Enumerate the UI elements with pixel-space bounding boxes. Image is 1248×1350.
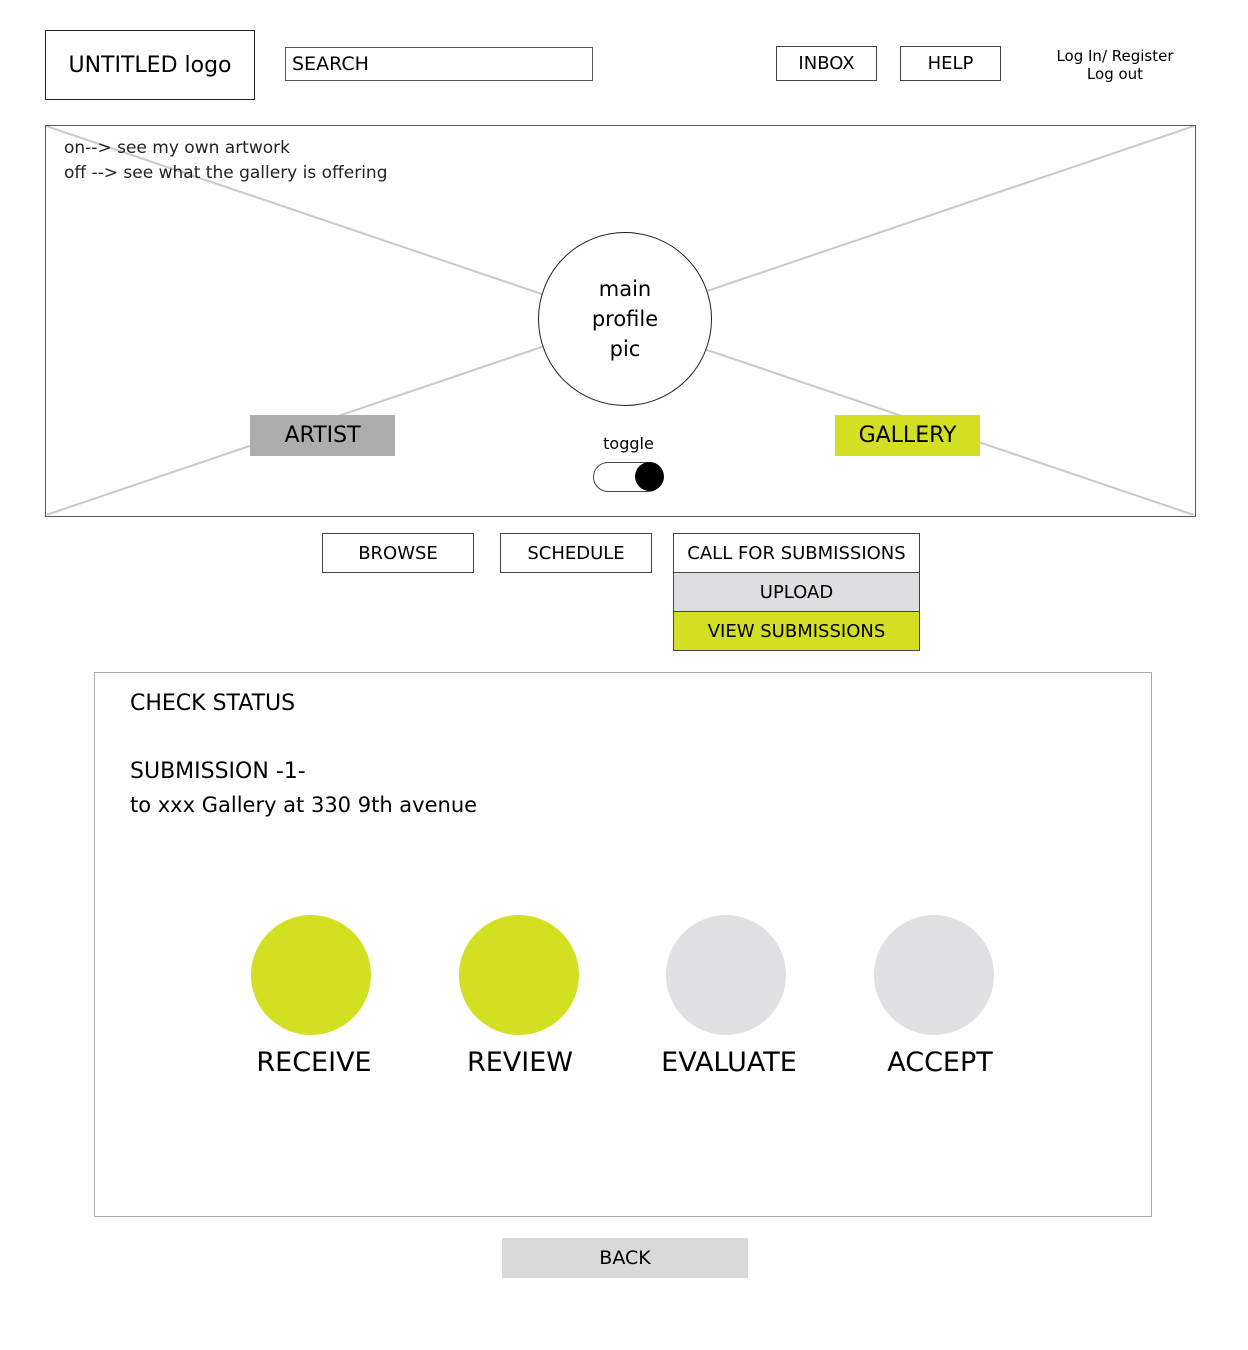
logout-link[interactable]: Log out — [1086, 65, 1144, 83]
check-status-title: CHECK STATUS — [130, 691, 296, 716]
submission-title: SUBMISSION -1- — [130, 759, 306, 784]
step-review-label: REVIEW — [466, 1047, 573, 1078]
profile-pic-label — [592, 274, 658, 364]
gallery-mode-button[interactable]: GALLERY — [835, 415, 980, 456]
login-register-link[interactable]: Log In/ Register — [1056, 47, 1174, 65]
main-profile-pic[interactable] — [538, 232, 712, 406]
search-input[interactable] — [285, 47, 593, 81]
toggle-note-off: off --> see what the gallery is offering — [64, 163, 388, 183]
step-accept-dot — [874, 915, 994, 1035]
toggle-note — [64, 136, 387, 186]
step-review-dot — [459, 915, 579, 1035]
check-status-panel — [94, 672, 1152, 1217]
step-evaluate-dot — [666, 915, 786, 1035]
profile-pic-label-line3: pic — [609, 337, 641, 361]
submission-destination: to xxx Gallery at 330 9th avenue — [130, 793, 478, 817]
artist-gallery-toggle[interactable] — [593, 462, 663, 492]
inbox-button[interactable]: INBOX — [776, 46, 877, 81]
auth-links — [1040, 47, 1190, 83]
logo[interactable]: UNTITLED logo — [45, 30, 255, 100]
step-receive-label: RECEIVE — [256, 1047, 372, 1078]
toggle-label: toggle — [603, 434, 654, 453]
help-button[interactable]: HELP — [900, 46, 1001, 81]
step-receive-dot — [251, 915, 371, 1035]
back-button[interactable]: BACK — [502, 1238, 748, 1278]
browse-button[interactable]: BROWSE — [322, 533, 474, 573]
profile-pic-label-line2: profile — [591, 307, 659, 331]
view-submissions-menu-item[interactable]: VIEW SUBMISSIONS — [673, 611, 920, 651]
step-accept-label: ACCEPT — [887, 1047, 993, 1078]
profile-cover-placeholder — [45, 125, 1196, 517]
toggle-knob — [635, 462, 664, 491]
profile-pic-label-line1: main — [598, 277, 652, 301]
call-for-submissions-menu[interactable]: CALL FOR SUBMISSIONS — [673, 533, 920, 573]
upload-menu-item[interactable]: UPLOAD — [673, 572, 920, 612]
schedule-button[interactable]: SCHEDULE — [500, 533, 652, 573]
step-evaluate-label: EVALUATE — [661, 1047, 797, 1078]
toggle-note-on: on--> see my own artwork — [64, 138, 290, 158]
artist-mode-button[interactable]: ARTIST — [250, 415, 395, 456]
